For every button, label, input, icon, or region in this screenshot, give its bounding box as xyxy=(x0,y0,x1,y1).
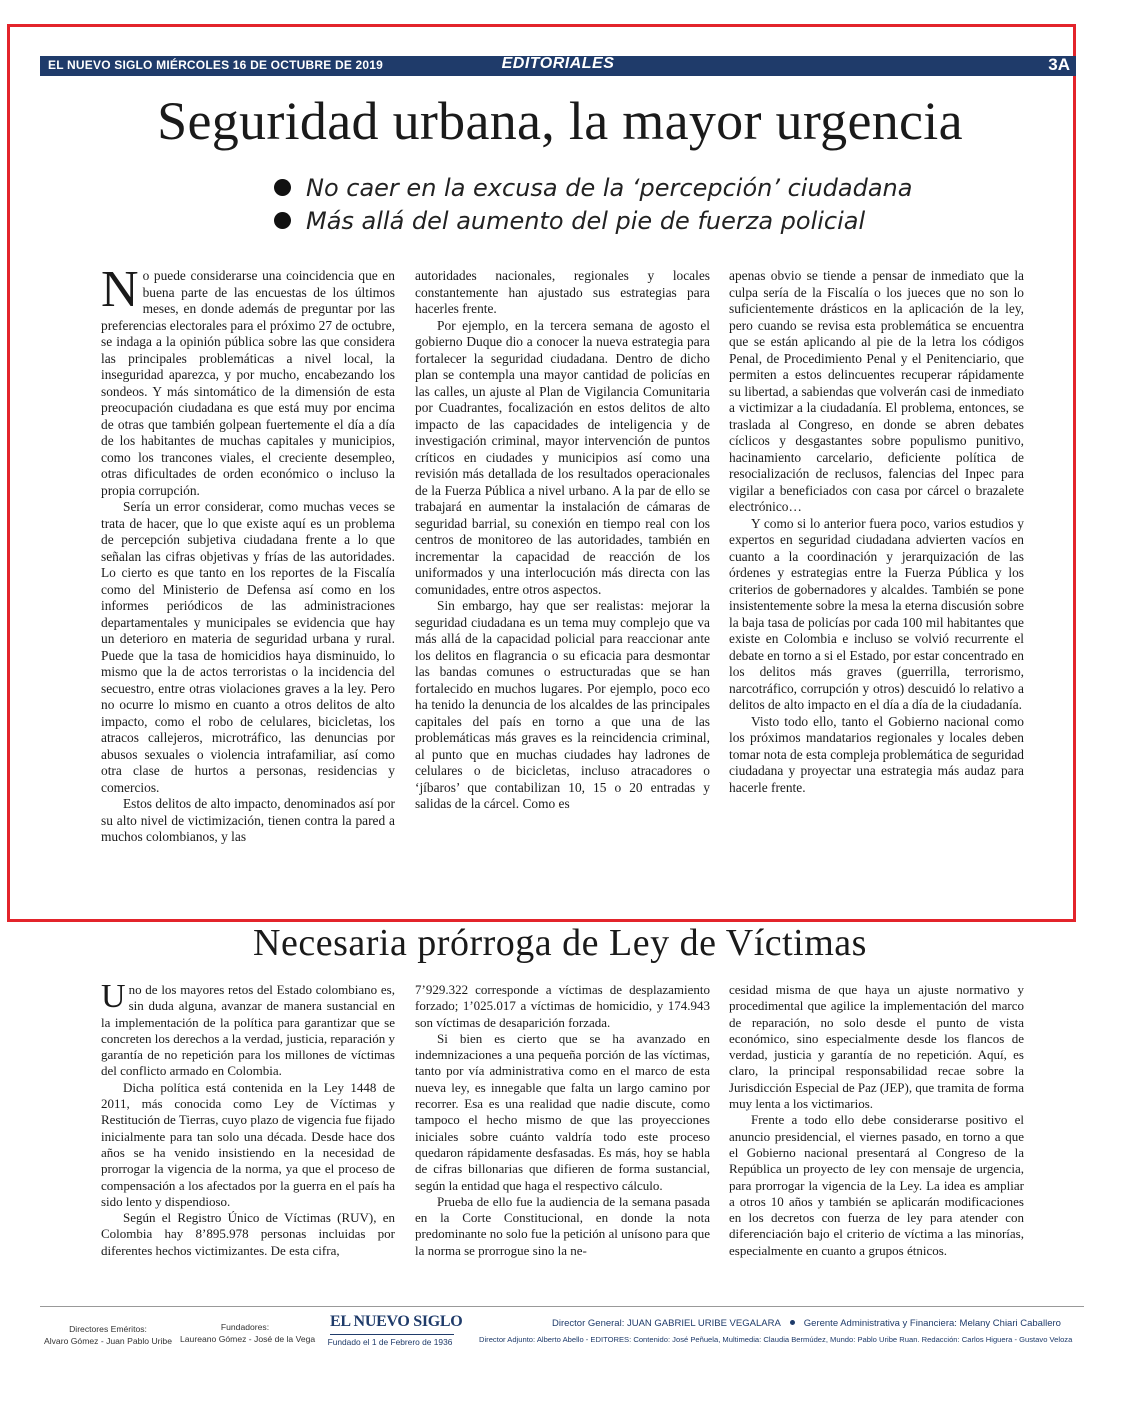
body-paragraph: Si bien es cierto que se ha avanzado en indemnizaciones a una pequeña porción de las víctimas, tanto por vía administrativa como en el marco de esta nueva ley, es innegable que falta un largo camino por recorrer. Esa es una realidad que nadie discute, como tampoco el hecho mismo de que las proyecciones iniciales sobre cuánto valdría todo este proceso quedaron rápidamente desfasadas. Es más, hoy se habla de cifras billonarias que difieren de forma sustancial, según la entidad que haga el respectivo cálculo. xyxy=(415,1030,710,1193)
drop-cap: U xyxy=(101,978,126,1015)
editorial1-subheads xyxy=(270,172,990,238)
body-paragraph: 7’929.322 corresponde a víctimas de desplazamiento forzado; 1’025.017 a víctimas de homicidio, y 174.943 son víctimas de desaparición forzada. xyxy=(415,982,710,1030)
gerente: Gerente Administrativa y Financiera: Melany Chiari Caballero xyxy=(803,1318,1061,1329)
body-paragraph: Dicha política está contenida en la Ley 1448 de 2011, más conocida como Ley de Víctimas y Restitución de Tierras, cuyo plazo de vigencia fue fijado inicialmente para tan solo una década. Desde hace dos años se ha venido insistiendo en la necesidad de prorrogar la vigencia de la norma, ya que el proceso de compensación a los afectados por la guerra en el país ha sido lento y dispendioso. xyxy=(101,1079,395,1209)
body-paragraph: Por ejemplo, en la tercera semana de agosto el gobierno Duque dio a conocer la nueva estrategia para fortalecer la seguridad ciudadana. Dentro de dicho plan se contempla una mayor cantidad de policías en las calles, un ajuste al Plan de Vigilancia Comunitaria por Cuadrantes, focalización en estos delitos de alto impacto de las capacidades de inteligencia y de investigación criminal, mayor intervención de puntos críticos en ciudades y municipios así como una revisión más detallada de los resultados operacionales de la Fuerza Pública a nivel urbano. A la par de ello se trabajará en aumentar la instalación de cámaras de seguridad barrial, su conexión en tiempo real con los centros de monitoreo de las autoridades, también en incrementar la capacidad de reacción de los uniformados y una interlocución más directa con las comunidades, entre otros aspectos. xyxy=(415,317,710,597)
footer-staff: Director Adjunto: Alberto Abello - EDITORES: Contenido: José Peñuela, Multimedia: Claudia Bermúdez, Mundo: Pablo Uribe Ruan. Redacción: Carlos Higuera - Gustavo Veloza xyxy=(479,1335,1073,1344)
subhead-item xyxy=(270,205,990,238)
body-paragraph: Visto todo ello, tanto el Gobierno nacional como los próximos mandatarios regionales y locales deben tomar nota de esta compleja problemática de seguridad ciudadana y proyectar una estrategia más audaz para hacerle frente. xyxy=(729,713,1024,795)
body-paragraph: Sería un error considerar, como muchas veces se trata de hacer, que lo que existe aquí es un problema de percepción subjetiva ciudadana frente a lo que señalan las cifras objetivas y frías de las autoridades. Lo cierto es que tanto en los reportes de la Fiscalía como del Ministerio de Defensa así como en los informes periódicos de las administraciones departamentales y municipales se evidencia que hay un deterioro en materia de seguridad urbana y rural. Puede que la tasa de homicidios haya disminuido, lo mismo que la de actos terroristas o la incidencia del secuestro, entre otras violaciones graves a la ley. Pero no ocurre lo mismo en cuanto a otros delitos de alto impacto, como el robo de celulares, bicicletas, los atracos callejeros, microtráfico, las denuncias por abusos sexuales o violencia intrafamiliar, así como otra clase de hurtos a personas, residencias y comercios. xyxy=(101,499,395,795)
section-header-bar xyxy=(40,56,1076,76)
editorial2-column-1 xyxy=(101,978,395,1259)
editorial1-headline: Seguridad urbana, la mayor urgencia xyxy=(157,91,963,151)
fundadores-names: Laureano Gómez - José de la Vega xyxy=(180,1334,316,1344)
editorial2-headline: Necesaria prórroga de Ley de Víctimas xyxy=(253,922,867,964)
fundadores-label: Fundadores: xyxy=(220,1322,270,1332)
body-paragraph: autoridades nacionales, regionales y locales constantemente han ajustado sus estrategias para hacerles frente. xyxy=(415,268,710,316)
paragraph-text: no de los mayores retos del Estado colombiano es, sin duda alguna, avanzar de manera sustancial en la implementación de la política para garantizar que se concreten los derechos a la verdad, justicia, reparación y garantía de no repetición para los millones de víctimas del conflicto armado en Colombia. xyxy=(101,982,395,1079)
emeritos-names: Alvaro Gómez - Juan Pablo Uribe xyxy=(43,1336,172,1346)
bullet-dot-icon xyxy=(274,179,291,196)
director-general: Director General: JUAN GABRIEL URIBE VEGALARA xyxy=(552,1318,781,1329)
body-paragraph: Sin embargo, hay que ser realistas: mejorar la seguridad ciudadana es un tema muy complejo que va más allá de la capacidad policial para reaccionar ante los delitos en flagrancia o su eficacia para desmontar las bandas comunes o estructuradas que se han fortalecido en muchos lugares. Por ejemplo, poco eco ha tenido la denuncia de los alcaldes de las principales capitales del país en torno a que una de las problemáticas más graves es la reincidencia criminal, al punto que en muchas ciudades hay ladrones de celulares o de bicicletas, incluso atracadores o ‘jíbaros’ que contabilizan 10, 15 o 20 entradas y salidas de la cárcel. Como es xyxy=(415,598,710,811)
body-paragraph: cesidad misma de que haya un ajuste normativo y procedimental que agilice la implementación del marco de reparación, no solo desde el punto de vista económico, sino especialmente desde los flancos de verdad, justicia y garantía de no repetición. Aquí, es claro, la principal responsabilidad recae sobre la Jurisdicción Especial de Paz (JEP), que tramita de forma muy lenta a los victimarios. xyxy=(729,982,1024,1112)
body-paragraph xyxy=(101,796,395,846)
separator-dot-icon xyxy=(790,1320,795,1325)
body-paragraph xyxy=(101,261,395,499)
body-paragraph: Frente a todo ello debe considerarse positivo el anuncio presidencial, el viernes pasado, en torno a que el Gobierno nacional presentará al Congreso de la República un proyecto de ley con mensaje de urgencia, para prorrogar la vigencia de la Ley. La idea es ampliar a otros 10 años y también se aplicarán modificaciones en los decretos con fuerza de ley para atender con diferenciación bajo el criterio de víctima a las minorías, especialmente en cuanto a grupos étnicos. xyxy=(729,1112,1024,1258)
founded-date: Fundado el 1 de Febrero de 1936 xyxy=(327,1337,453,1347)
editorial2-column-3 xyxy=(729,982,1024,1259)
bullet-dot-icon xyxy=(274,212,291,229)
footer-fundadores xyxy=(180,1321,316,1345)
logo-underline xyxy=(330,1334,454,1335)
editorial1-column-1 xyxy=(101,261,395,846)
emeritos-label: Directores Eméritos: xyxy=(69,1324,147,1334)
section-title: EDITORIALES xyxy=(501,55,615,72)
drop-cap: N xyxy=(101,261,139,318)
body-paragraph: Prueba de ello fue la audiencia de la semana pasada en la Corte Constitucional, en donde la nota predominante no solo fue la petición al unísono para que la norma se prorrogue sino la ne- xyxy=(415,1193,710,1258)
newspaper-logo: EL NUEVO SIGLO xyxy=(330,1313,463,1330)
footer-directors xyxy=(552,1318,1061,1329)
body-paragraph xyxy=(101,978,395,1080)
footer-divider xyxy=(40,1306,1084,1307)
subhead-item xyxy=(270,172,990,205)
body-paragraph: Según el Registro Único de Víctimas (RUV), en Colombia hay 8’895.978 personas incluidas por diferentes hechos victimizantes. De esta cifra, xyxy=(101,1210,395,1258)
body-paragraph: apenas obvio se tiende a pensar de inmediato que la culpa sería de la Fiscalía o los jueces que no son lo suficientemente drásticos en la aplicación de la ley, pero cuando se revisa esta problemática se encuentra que se están aplicando al pie de la letra los códigos Penal, de Procedimiento Penal y el Penitenciario, que permiten a estos delincuentes recuperar rápidamente su libertad, a sabiendas que volverán casi de inmediato a victimizar a la ciudadanía. El problema, entonces, se traslada al Congreso, en donde se abren debates cíclicos y desgastantes sobre populismo punitivo, hacinamiento carcelario, deficiente política de resocialización de reclusos, falencias del Inpec para vigilar a beneficiados con casa por cárcel o brazalete electrónico… xyxy=(729,268,1024,514)
body-paragraph: Y como si lo anterior fuera poco, varios estudios y expertos en seguridad ciudadana advierten vacíos en cuanto a la coordinación y jerarquización de las órdenes y estrategias entre la Fuerza Pública y los criterios de gobernadores y alcaldes. También se pone insistentemente sobre la mesa la eterna discusión sobre la baja tasa de policías por cada 100 mil habitantes que existe en Colombia e incluso se volvió recurrente el debate en torno a si el Estado, por estar concentrado en los delitos más graves (guerrilla, terrorismo, narcotráfico, corrupción y otros) descuidó lo relativo a delitos de alto impacto en el día a día de la ciudadanía. xyxy=(729,515,1024,712)
footer-emeritos xyxy=(40,1323,176,1347)
subhead-text: Más allá del aumento del pie de fuerza policial xyxy=(306,207,866,235)
paragraph-text: Estos delitos de alto impacto, denominados así por su alto nivel de victimización, tienen contra la pared a muchos colombianos, y las xyxy=(101,796,395,844)
editorial1-column-3 xyxy=(729,268,1024,796)
subhead-text: No caer en la excusa de la ‘percepción’ ciudadana xyxy=(306,174,913,202)
editorial1-column-2 xyxy=(415,268,710,813)
page-number: 3A xyxy=(1048,55,1070,74)
header-date: EL NUEVO SIGLO MIÉRCOLES 16 DE OCTUBRE DE 2019 xyxy=(48,58,384,72)
editorial2-column-2 xyxy=(415,982,710,1259)
paragraph-text: o puede considerarse una coincidencia que en buena parte de las encuestas de los últimos meses, en donde además de preguntar por las preferencias electorales para el próximo 27 de octubre, se indaga a la opinión pública sobre las que considera las principales problemáticas a nivel local, la inseguridad aparezca, y por mucho, encabezando los sondeos. Y más sintomático de la dimensión de esta preocupación ciudadana es que está muy por encima de otras que también golpean fuertemente el día a día de los habitantes de muchas capitales y municipios, como los trancones viales, el creciente desempleo, otras dificultades de orden económico o incluso la propia corrupción. xyxy=(101,268,395,498)
